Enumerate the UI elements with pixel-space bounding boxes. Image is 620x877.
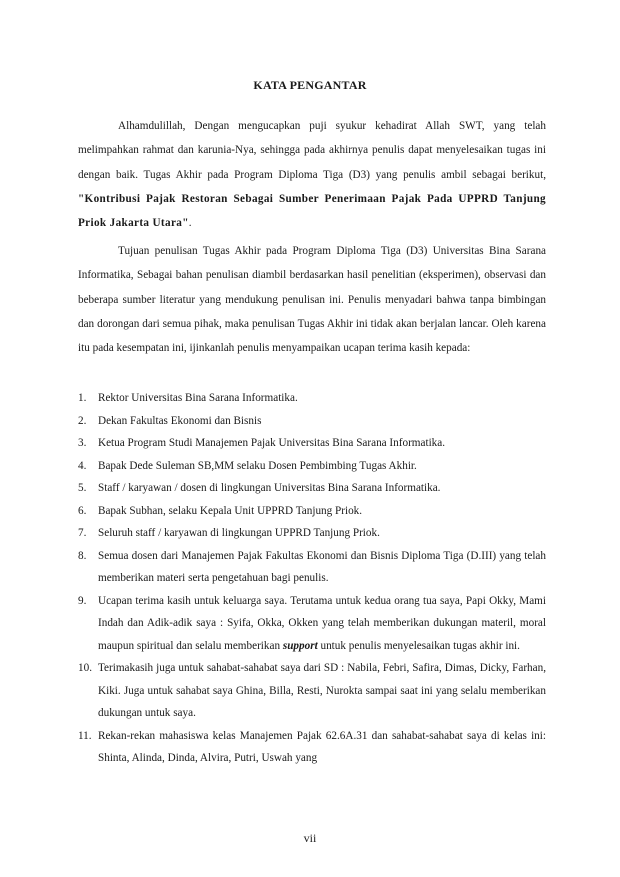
list-text: Bapak Dede Suleman SB,MM selaku Dosen Pembimbing Tugas Akhir. [98, 459, 417, 472]
purpose-text: Tujuan penulisan Tugas Akhir pada Program Diploma Tiga (D3) Universitas Bina Sarana Informatika, Sebagai bahan penulisan diambil berdasarkan hasil penelitian (eksperimen), observasi dan beberapa sumber literatur yang mendukung penulisan ini. Penulis menyadari bahwa tanpa bimbingan dan dorongan dari semua pihak, maka penulisan Tugas Akhir ini tidak akan berjalan lancar. Oleh karena itu pada kesempatan ini, ijinkanlah penulis menyampaikan ucapan terima kasih kepada: [78, 245, 546, 355]
support-emphasis: support [282, 639, 318, 652]
list-text: Rektor Universitas Bina Sarana Informatika. [98, 392, 298, 404]
page-number: vii [303, 831, 317, 845]
intro-text-start: Alhamdulillah, Dengan mengucapkan puji syukur kehadirat Allah SWT, yang telah melimpahkan rahmat dan karunia-Nya, sehingga pada akhirnya penulis dapat menyelesaikan tugas ini dengan baik. Tugas Akhir pada Program Diploma Tiga (D3) yang penulis ambil sebagai berikut, [78, 120, 546, 181]
list-item [78, 387, 546, 410]
list-text: Rekan-rekan mahasiswa kelas Manajemen Pajak 62.6A.31 dan sahabat-sahabat saya di kelas ini: Shinta, Alinda, Dinda, Alvira, Putri, Uswah yang [98, 729, 546, 764]
list-item [78, 500, 546, 523]
list-text: Ketua Program Studi Manajemen Pajak Universitas Bina Sarana Informatika. [98, 437, 446, 449]
list-text: Staff / karyawan / dosen di lingkungan Universitas Bina Sarana Informatika. [98, 482, 441, 494]
list-number: 10. [78, 662, 92, 674]
list-number: 6. [78, 504, 87, 517]
intro-text-end: . [188, 217, 192, 230]
intro-paragraph [78, 114, 546, 235]
page-title: KATA PENGANTAR [253, 78, 367, 92]
list-item [78, 432, 546, 455]
list-number: 9. [78, 594, 87, 607]
list-item [78, 455, 546, 478]
list-number: 7. [78, 527, 87, 539]
list-text: Bapak Subhan, selaku Kepala Unit UPPRD Tanjung Priok. [98, 504, 363, 517]
list-item [78, 477, 546, 500]
list-text [98, 595, 546, 652]
list-text: Seluruh staff / karyawan di lingkungan UPPRD Tanjung Priok. [98, 527, 380, 539]
list-number: 3. [78, 437, 87, 449]
list-text: Semua dosen dari Manajemen Pajak Fakultas Ekonomi dan Bisnis Diploma Tiga (D.III) yang telah memberikan materi serta pengetahuan bagi penulis. [98, 549, 546, 584]
list-item [78, 522, 546, 545]
acknowledgement-list [78, 387, 546, 770]
purpose-paragraph [78, 239, 546, 360]
list-number: 1. [78, 392, 87, 404]
list-text-after: untuk penulis menyelesaikan tugas akhir ini. [317, 639, 520, 652]
list-number: 2. [78, 414, 87, 427]
list-item [78, 657, 546, 725]
list-text: Dekan Fakultas Ekonomi dan Bisnis [98, 414, 262, 427]
list-item [78, 545, 546, 590]
list-item [78, 725, 546, 770]
list-item [78, 590, 546, 658]
thesis-title: "Kontribusi Pajak Restoran Sebagai Sumber Penerimaan Pajak Pada UPPRD Tanjung Priok Jakarta Utara" [78, 192, 546, 230]
list-text: Terimakasih juga untuk sahabat-sahabat saya dari SD : Nabila, Febri, Safira, Dimas, Dicky, Farhan, Kiki. Juga untuk sahabat saya Ghina, Billa, Resti, Nurokta sampai saat ini yang selalu memberikan dukungan untuk saya. [98, 662, 546, 719]
list-number: 8. [78, 549, 87, 562]
list-number: 11. [78, 729, 92, 742]
list-text-before: Ucapan terima kasih untuk keluarga saya. Terutama untuk kedua orang tua saya, Papi Okky, Mami Indah dan Adik-adik saya : Syifa, Okka, Okken yang telah memberikan dukungan materil, moral maupun spiritual dan selalu memberikan [98, 594, 546, 652]
list-number: 5. [78, 482, 87, 494]
list-item [78, 410, 546, 433]
list-number: 4. [78, 459, 87, 472]
